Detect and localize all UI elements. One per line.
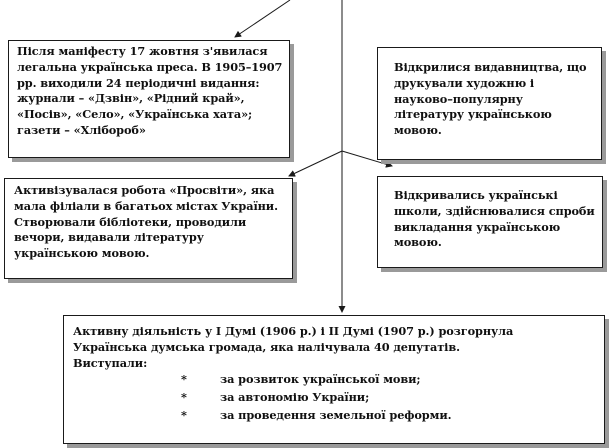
list-item — [73, 408, 598, 426]
list-item-text: за проведення земельної реформи. — [220, 408, 452, 423]
bullet-marker: * — [181, 390, 187, 405]
list-item — [73, 372, 598, 390]
bullet-marker: * — [181, 408, 187, 423]
list-item-text: за розвиток української мови; — [220, 372, 421, 387]
arrow-to-manifest — [235, 0, 290, 37]
box-ukrainian-schools — [377, 176, 603, 268]
box-duma-community — [63, 315, 605, 444]
bullet-marker: * — [181, 372, 187, 387]
list-item — [73, 390, 598, 408]
prosvita-text: Активізувалася робота «Просвіти», яка мала філіали в багатьох містах України. Створювали бібліотеки, проводили вечори, видавали літературу українською мовою. — [14, 183, 278, 261]
box-publishing-houses — [377, 47, 602, 160]
box-prosvita — [4, 178, 293, 279]
ukrainian-schools-text: Відкривались українські школи, здійснювалися спроби викладання українською мовою. — [394, 188, 595, 250]
duma-intro-text: Активну діяльність у І Думі (1906 р.) і ІІ Думі (1907 р.) розгорнула Українська думська громада, яка налічувала 40 депутатів. Виступали: — [73, 324, 514, 370]
list-item-text: за автономію України; — [220, 390, 370, 405]
duma-demands-list — [73, 372, 598, 426]
box-legal-press — [8, 40, 290, 158]
publishing-houses-text: Відкрилися видавництва, що друкували художню і науково–популярну літературу українською мовою. — [394, 60, 587, 138]
arrow-to-prosvita — [289, 151, 342, 176]
legal-press-text: Після маніфесту 17 жовтня з'явилася легальна українська преса. В 1905–1907 рр. виходили 24 періодичні видання: журнали – «Дзвін», «Рідний край», «Посів», «Село», «Українська хата»; газети – «Хлібороб» — [17, 44, 283, 137]
